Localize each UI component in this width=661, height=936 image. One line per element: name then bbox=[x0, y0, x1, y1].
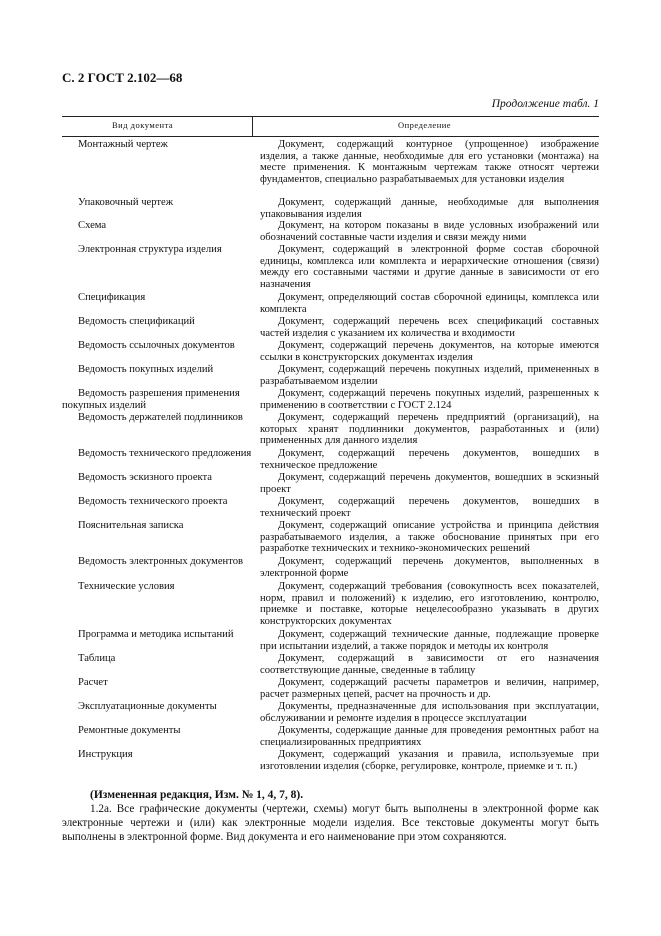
document-type-definition: Документ, содержащий перечень документов, вошедших в эскизный проект bbox=[260, 472, 599, 495]
document-type-definition: Документ, содержащий технические данные, подлежащие проверке при испытании изделий, а также порядок и методы их контроля bbox=[260, 629, 599, 652]
table-row bbox=[62, 653, 599, 677]
document-type-definition: Документ, содержащий описание устройства и принципа действия разрабатываемого изделия, а также обоснование принятых при его разработке технических и технико-экономических решений bbox=[260, 520, 599, 555]
table-row bbox=[62, 677, 599, 701]
table-row bbox=[62, 448, 599, 472]
column-divider bbox=[252, 116, 253, 136]
table-row bbox=[62, 701, 599, 725]
document-type-name: Ведомость эскизного проекта bbox=[78, 472, 212, 483]
document-type-definition: Документы, содержащие данные для проведения ремонтных работ на специализированных предприятиях bbox=[260, 725, 599, 748]
table-row bbox=[62, 340, 599, 364]
document-type-definition: Документ, содержащий расчеты параметров и величин, например, расчет размерных цепей, расчет на прочность и др. bbox=[260, 677, 599, 700]
table-row bbox=[62, 292, 599, 316]
table-row bbox=[62, 388, 599, 412]
document-type-name: Программа и методика испытаний bbox=[78, 629, 234, 640]
table-row bbox=[62, 556, 599, 581]
document-type-name: Ведомость электронных документов bbox=[78, 556, 243, 567]
table-row bbox=[62, 316, 599, 340]
document-type-name: Ведомость технического проекта bbox=[78, 496, 228, 507]
document-type-definition: Документ, содержащий перечень документов, выполненных в электронной форме bbox=[260, 556, 599, 579]
table-row bbox=[62, 220, 599, 244]
document-type-definition: Документы, предназначенные для использования при эксплуатации, обслуживании и ремонте изделия в процессе эксплуатации bbox=[260, 701, 599, 724]
table-row bbox=[62, 139, 599, 197]
document-type-name: Спецификация bbox=[78, 292, 146, 303]
table-top-rule bbox=[62, 116, 599, 117]
column-header-document-type: Вид документа bbox=[112, 120, 174, 130]
document-type-definition: Документ, содержащий перечень документов, вошедших в техническое предложение bbox=[260, 448, 599, 471]
document-type-name: Ведомость ссылочных документов bbox=[78, 340, 235, 351]
document-type-name: Ведомость держателей подлинников bbox=[78, 412, 243, 423]
table-continuation-label: Продолжение табл. 1 bbox=[491, 98, 599, 110]
table-row bbox=[62, 496, 599, 520]
document-type-definition: Документ, содержащий требования (совокупность всех показателей, норм, правил и положений) к изделию, его изготовлению, контролю, приемке и поставке, которые нецелесообразно указывать в других конструкторских документах bbox=[260, 581, 599, 627]
table-row bbox=[62, 472, 599, 496]
column-header-definition: Определение bbox=[398, 120, 452, 130]
amendment-note: (Измененная редакция, Изм. № 1, 4, 7, 8). bbox=[90, 789, 304, 801]
page-header: С. 2 ГОСТ 2.102—68 bbox=[62, 70, 183, 85]
document-type-name: Ведомость технического предложения bbox=[78, 448, 252, 459]
table-row bbox=[62, 520, 599, 556]
document-type-definition: Документ, содержащий перечень документов, на которые имеются ссылки в конструкторских документах изделия bbox=[260, 340, 599, 363]
table-row bbox=[62, 629, 599, 653]
table-row bbox=[62, 725, 599, 749]
document-type-name: Упаковочный чертеж bbox=[78, 197, 174, 208]
document-type-definition: Документ, содержащий перечень всех спецификаций составных частей изделия с указанием их количества и входимости bbox=[260, 316, 599, 339]
document-type-definition: Документ, содержащий контурное (упрощенное) изображение изделия, а также данные, необходимые для его установки (монтажа) на месте применения. К монтажным чертежам также относят чертежи фундаментов, специально разрабатываемых для установки изделия bbox=[260, 139, 599, 185]
table-row bbox=[62, 581, 599, 629]
document-types-table bbox=[62, 139, 599, 785]
document-type-name: Ведомость покупных изделий bbox=[78, 364, 214, 375]
document-type-definition: Документ, содержащий указания и правила, используемые при изготовлении изделия (сборке, регулировке, контроле, приемке и т. п.) bbox=[260, 749, 599, 772]
document-type-name: Инструкция bbox=[78, 749, 133, 760]
table-row bbox=[62, 244, 599, 292]
document-type-definition: Документ, содержащий в электронной форме состав сборочной единицы, комплекса или комплекта и иерархические отношения (связи) между его составными частями и другие данные в зависимости от его назначения bbox=[260, 244, 599, 290]
document-type-definition: Документ, содержащий перечень покупных изделий, разрешенных к применению в соответствии с ГОСТ 2.124 bbox=[260, 388, 599, 411]
document-type-name: Ремонтные документы bbox=[78, 725, 181, 736]
table-row bbox=[62, 749, 599, 785]
document-type-definition: Документ, содержащий в зависимости от его назначения соответствующие данные, сведенные в таблицу bbox=[260, 653, 599, 676]
document-type-name: Таблица bbox=[78, 653, 116, 664]
document-type-name: Электронная структура изделия bbox=[78, 244, 222, 255]
table-row bbox=[62, 197, 599, 220]
document-type-name: Монтажный чертеж bbox=[78, 139, 168, 150]
document-type-definition: Документ, содержащий перечень покупных изделий, примененных в разрабатываемом изделии bbox=[260, 364, 599, 387]
document-type-definition: Документ, определяющий состав сборочной единицы, комплекса или комплекта bbox=[260, 292, 599, 315]
document-type-definition: Документ, содержащий перечень документов, вошедших в технический проект bbox=[260, 496, 599, 519]
document-type-definition: Документ, содержащий перечень предприятий (организаций), на которых хранят подлинники документов, разработанных и (или) примененных для данного изделия bbox=[260, 412, 599, 447]
table-row bbox=[62, 412, 599, 448]
document-type-name: Схема bbox=[78, 220, 107, 231]
document-type-name: Технические условия bbox=[78, 581, 175, 592]
paragraph-1-2a: 1.2а. Все графические документы (чертежи, схемы) могут быть выполнены в электронной форме как электронные чертежи и (или) как электронные модели изделия. Все текстовые документы могут быть выполнены в электронной форме. Вид документа и его наименование при этом сохраняются. bbox=[62, 803, 599, 843]
document-type-name: Эксплуатационные документы bbox=[78, 701, 217, 712]
table-footnotes bbox=[62, 788, 599, 844]
document-type-definition: Документ, содержащий данные, необходимые для выполнения упаковывания изделия bbox=[260, 197, 599, 220]
document-type-name: Расчет bbox=[78, 677, 108, 688]
document-type-definition: Документ, на котором показаны в виде условных изображений или обозначений составные части изделия и связи между ними bbox=[260, 220, 599, 243]
document-type-name: Ведомость спецификаций bbox=[78, 316, 195, 327]
document-type-name: Пояснительная записка bbox=[78, 520, 184, 531]
table-row bbox=[62, 364, 599, 388]
document-type-name: Ведомость разрешения применения покупных изделий bbox=[62, 388, 240, 411]
table-header-rule bbox=[62, 136, 599, 137]
